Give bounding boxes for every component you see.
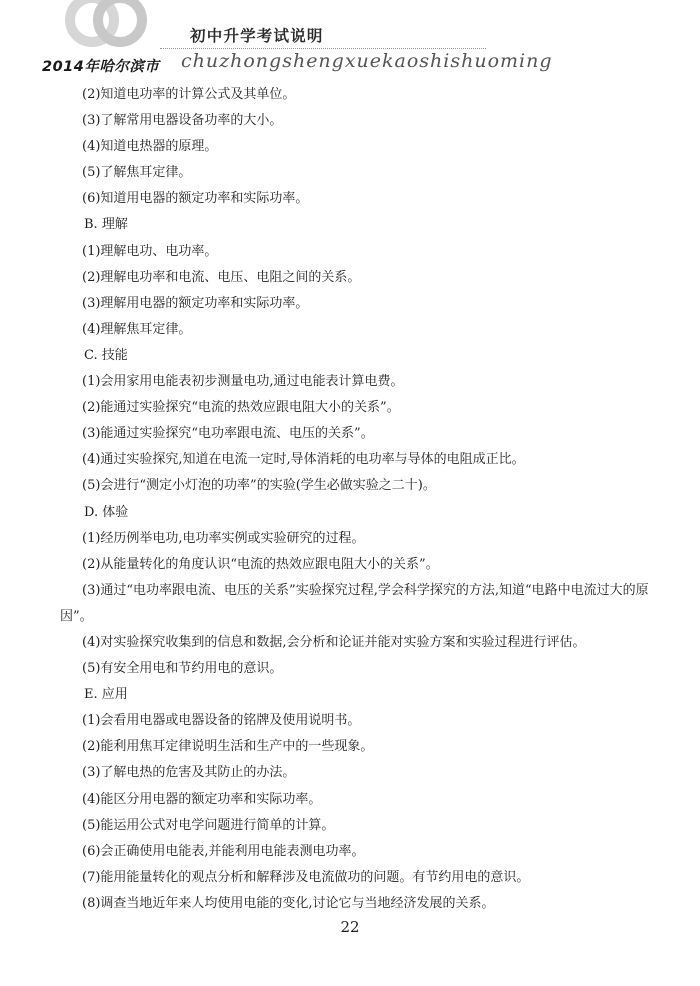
header-divider	[160, 48, 486, 49]
section-heading: D. 体验	[84, 504, 129, 520]
list-item: (2)从能量转化的角度认识“电流的热效应跟电阻大小的关系”。	[82, 556, 439, 572]
section-heading: B. 理解	[84, 217, 128, 233]
list-item: (2)理解电功率和电流、电压、电阻之间的关系。	[82, 269, 361, 285]
list-item: (3)了解电热的危害及其防止的办法。	[82, 765, 296, 781]
list-item: (2)能通过实验探究“电流的热效应跟电阻大小的关系”。	[82, 400, 400, 416]
list-item: (4)知道电热器的原理。	[82, 139, 218, 155]
list-item: (8)调查当地近年来人均使用电能的变化,讨论它与当地经济发展的关系。	[82, 895, 495, 911]
list-item: (5)能运用公式对电学问题进行简单的计算。	[82, 817, 335, 833]
list-item: (4)理解焦耳定律。	[82, 321, 192, 337]
list-item: (5)会进行“测定小灯泡的功率”的实验(学生必做实验之二十)。	[82, 478, 436, 494]
list-item: (4)能区分用电器的额定功率和实际功率。	[82, 791, 322, 807]
list-item: (3)理解用电器的额定功率和实际功率。	[82, 295, 309, 311]
section-heading: E. 应用	[84, 687, 128, 703]
list-item: (5)了解焦耳定律。	[82, 165, 192, 181]
list-item: (2)知道电功率的计算公式及其单位。	[82, 87, 296, 102]
header-year-city: 2014年哈尔滨市	[42, 59, 160, 75]
list-item: (3)了解常用电器设备功率的大小。	[82, 113, 283, 129]
header-title: 初中升学考试说明	[190, 27, 324, 45]
page-number: 22	[340, 918, 360, 936]
list-item: (6)知道用电器的额定功率和实际功率。	[82, 191, 309, 207]
list-item: (3)能通过实验探究“电功率跟电流、电压的关系”。	[82, 426, 374, 442]
list-item: (2)能利用焦耳定律说明生活和生产中的一些现象。	[82, 739, 374, 755]
list-item: (7)能用能量转化的观点分析和解释涉及电流做功的问题。有节约用电的意识。	[82, 869, 530, 885]
section-heading: C. 技能	[84, 347, 128, 363]
list-item: (1)会用家用电能表初步测量电功,通过电能表计算电费。	[82, 374, 404, 390]
body-text	[60, 82, 660, 917]
list-item: (1)经历例举电功,电功率实例或实验研究的过程。	[82, 530, 365, 546]
header-pinyin: chuzhongshengxuekaoshishuoming	[181, 50, 553, 72]
list-item: (3)通过“电功率跟电流、电压的关系”实验探究过程,学会科学探究的方法,知道“电路中电流过大的原因”。	[60, 582, 649, 624]
decorative-circles-icon	[62, 0, 152, 60]
list-item: (1)会看用电器或电器设备的铭牌及使用说明书。	[82, 713, 361, 729]
list-item: (5)有安全用电和节约用电的意识。	[82, 661, 283, 677]
list-item: (6)会正确使用电能表,并能利用电能表测电功率。	[82, 843, 365, 859]
list-item: (1)理解电功、电功率。	[82, 243, 218, 259]
list-item: (4)对实验探究收集到的信息和数据,会分析和论证并能对实验方案和实验过程进行评估。	[82, 634, 586, 650]
list-item: (4)通过实验探究,知道在电流一定时,导体消耗的电功率与导体的电阻成正比。	[82, 452, 525, 468]
